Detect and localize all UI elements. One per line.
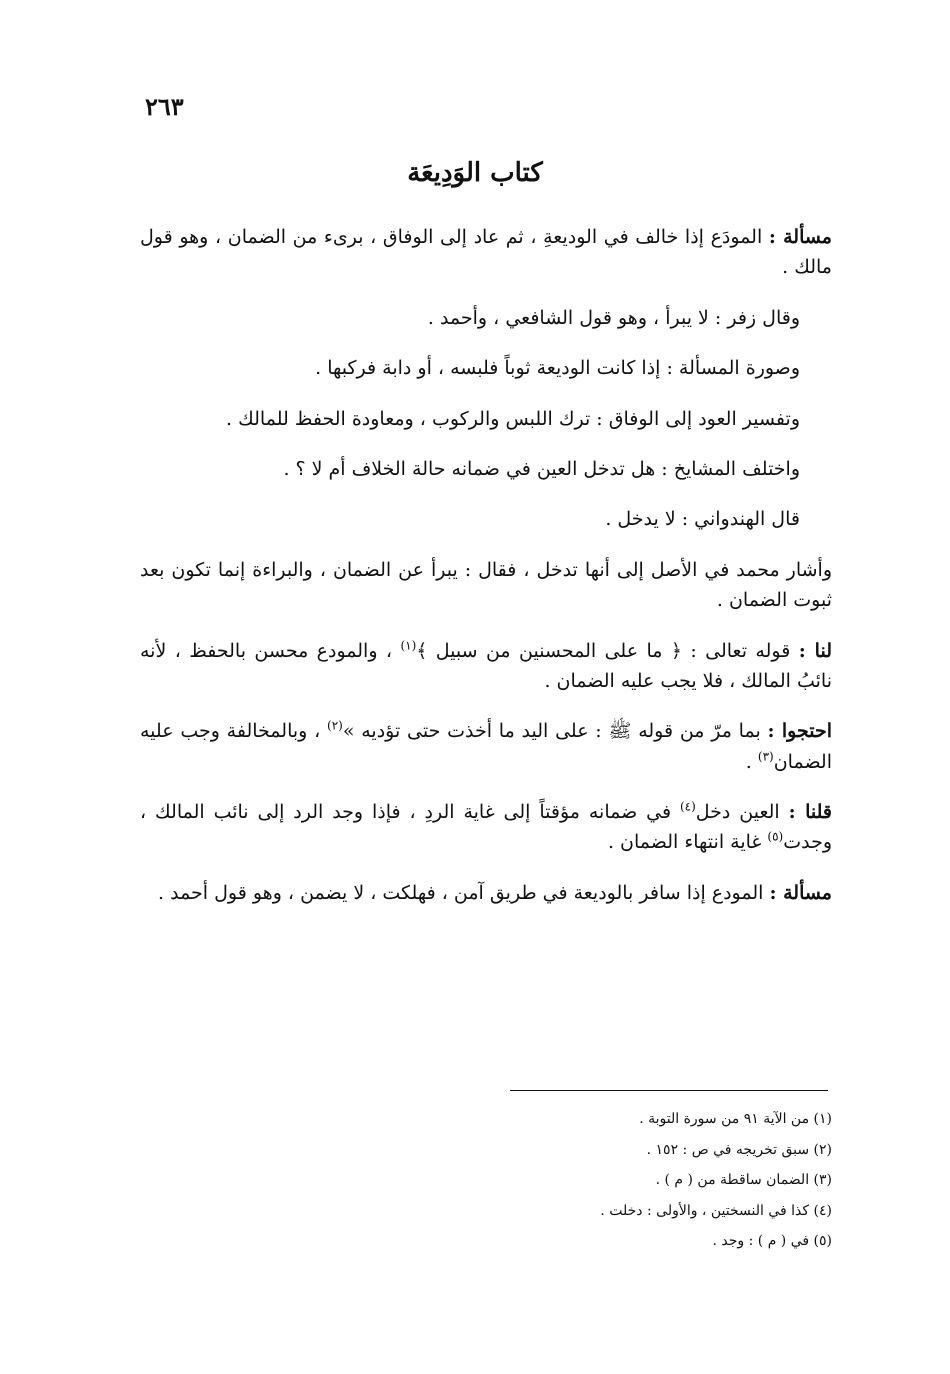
paragraph-lead: مسألة : (769, 881, 832, 904)
paragraph-text-cont: ، وبالمخالفة وجب عليه الضمان (140, 720, 832, 773)
footnote-divider (510, 1090, 828, 1091)
paragraph-form (140, 353, 832, 383)
paragraph-our-proof (140, 636, 832, 697)
footnote-item: (٢) سبق تخريجه في ص : ١٥٢ . (646, 1141, 832, 1158)
paragraph-text: قوله تعالى : ﴿ ما على المحسنين من سبيل ﴾ (416, 639, 799, 662)
paragraph-hinduwani (140, 504, 832, 534)
paragraph-lead: لنا : (798, 639, 832, 662)
footnote-marker: (٣) (757, 749, 774, 764)
footnote-marker: (٥) (767, 830, 784, 845)
paragraph-text: المودع إذا سافر بالوديعة في طريق آمن ، فهلكت ، لا يضمن ، وهو قول أحمد . (158, 881, 770, 904)
paragraph-text: وأشار محمد في الأصل إلى أنها تدخل ، فقال : يبرأ عن الضمان ، والبراءة إنما تكون بعد ثبوت الضمان . (140, 558, 832, 612)
footnotes (380, 1106, 832, 1259)
footnote-item: (١) من الآية ٩١ من سورة التوبة . (639, 1111, 832, 1127)
paragraph-text: العين دخل (695, 801, 789, 824)
paragraph-text-end: . (745, 750, 758, 773)
paragraph-text-end: غاية انتهاء الضمان . (607, 831, 768, 854)
body-text (140, 222, 832, 928)
chapter-title: كتاب الوَدِيعَة (407, 158, 543, 188)
paragraph-their-proof (140, 716, 832, 777)
footnote-item: (٤) كذا في النسختين ، والأولى : دخلت . (600, 1202, 832, 1219)
footnote-marker: (٤) (679, 799, 696, 814)
footnote-marker: (١) (400, 638, 417, 653)
paragraph-lead: قلنا : (788, 801, 832, 824)
footnote-item: (٥) في ( م ) : وجد . (712, 1233, 832, 1250)
paragraph-disagreement (140, 454, 832, 484)
page-number: ٢٦٣ (145, 92, 184, 121)
paragraph-text: بما مرّ من قوله ﷺ : على اليد ما أخذت حتى تؤديه » (342, 720, 768, 743)
paragraph-explanation (140, 404, 832, 434)
paragraph-text-cont: ، والمودع محسن بالحفظ ، لأنه نائبُ المالك ، فلا يجب عليه الضمان . (140, 639, 832, 692)
paragraph-text: وتفسير العود إلى الوفاق : ترك اللبس والركوب ، ومعاودة الحفظ للمالك . (226, 407, 800, 430)
paragraph-text: واختلف المشايخ : هل تدخل العين في ضمانه حالة الخلاف أم لا ؟ . (283, 457, 800, 480)
paragraph-lead: احتجوا : (767, 720, 833, 743)
paragraph-text: قال الهندواني : لا يدخل . (605, 508, 800, 531)
paragraph-text-cont: في ضمانه مؤقتاً إلى غاية الردِ ، فإذا وجد الرد إلى نائب المالك ، وجدت (140, 801, 832, 854)
paragraph-text: وقال زفر : لا يبرأ ، وهو قول الشافعي ، وأحمد . (427, 306, 800, 329)
footnote-marker: (٢) (327, 718, 343, 733)
footnote-item: (٣) الضمان ساقطة من ( م ) . (655, 1172, 832, 1189)
paragraph-issue-2 (140, 878, 832, 908)
paragraph-text: المودَع إذا خالف في الوديعةِ ، ثم عاد إلى الوفاق ، برىء من الضمان ، وهو قول مالك . (140, 226, 832, 279)
paragraph-text: وصورة المسألة : إذا كانت الوديعة ثوباً فلبسه ، أو دابة فركبها . (315, 357, 800, 380)
paragraph-zufar (140, 303, 832, 333)
paragraph-lead: مسألة : (768, 226, 832, 248)
paragraph-issue-1 (140, 222, 832, 283)
paragraph-muhammad (140, 555, 832, 616)
paragraph-we-said (140, 797, 832, 858)
